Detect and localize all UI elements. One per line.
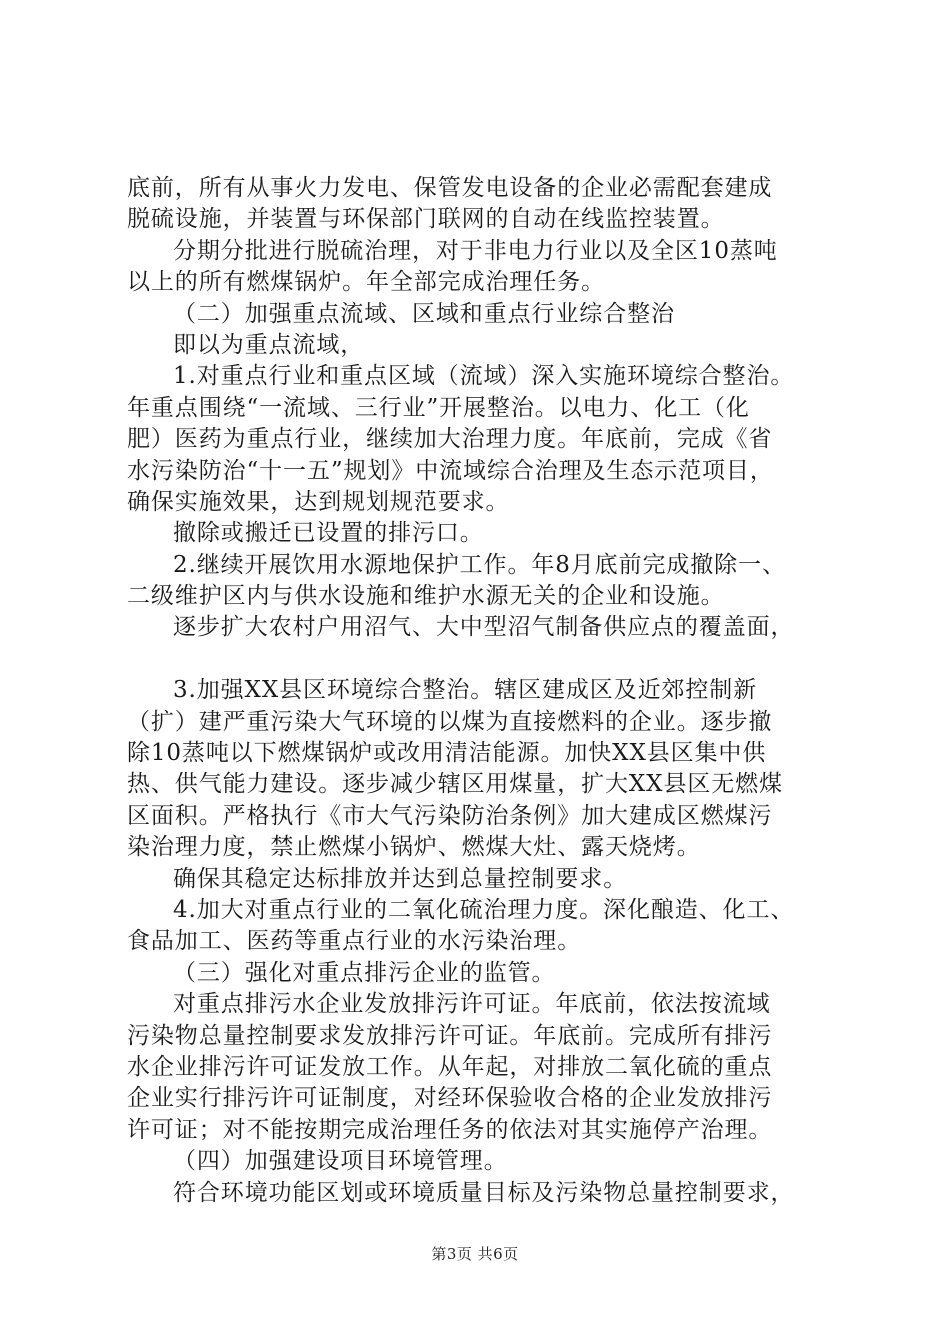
text-line: 食品加工、医药等重点行业的水污染治理。 xyxy=(127,928,582,955)
text-line: 除10蒸吨以下燃煤锅炉或改用清洁能源。加快XX县区集中供 xyxy=(127,740,767,767)
document-body xyxy=(127,173,843,1209)
text-line: 脱硫设施，并装置与环保部门联网的自动在线监控装置。 xyxy=(127,206,725,233)
text-line: 肥）医药为重点行业，继续加大治理力度。年底前，完成《省 xyxy=(127,426,773,453)
paragraph-start: 分期分批进行脱硫治理，对于非电力行业以及全区10蒸吨 xyxy=(173,237,778,264)
text-line: 底前，所有从事火力发电、保管发电设备的企业必需配套建成 xyxy=(127,175,773,201)
text-line: 以上的所有燃煤锅炉。年全部完成治理任务。 xyxy=(127,269,605,296)
text-line: 年重点围绕“一流域、三行业”开展整治。以电力、化工（化 xyxy=(127,394,750,421)
text-line: 热、供气能力建设。逐步减少辖区用煤量，扩大XX县区无燃煤 xyxy=(127,771,783,798)
page-number-footer: 第3页 共6页 xyxy=(431,1245,519,1263)
text-line: 污染物总量控制要求发放排污许可证。年底前。完成所有排污 xyxy=(127,1022,773,1049)
paragraph-start: 1.对重点行业和重点区域（流域）深入实施环境综合整治。 xyxy=(173,363,795,390)
text-line: （扩）建严重污染大气环境的以煤为直接燃料的企业。逐步撤 xyxy=(127,708,773,735)
paragraph-start: 即以为重点流域， xyxy=(173,331,365,358)
paragraph-start: 3.加强XX县区环境综合整治。辖区建成区及近郊控制新 xyxy=(173,677,758,704)
section-heading: （三）强化对重点排污企业的监管。 xyxy=(173,959,556,986)
text-line: 区面积。严格执行《市大气污染防治条例》加大建成区燃煤污 xyxy=(127,802,773,829)
paragraph-start: 对重点排污水企业发放排污许可证。年底前，依法按流域 xyxy=(173,991,771,1018)
text-line: 企业实行排污许可证制度，对经环保验收合格的企业发放排污 xyxy=(127,1085,773,1112)
paragraph-start: 符合环境功能区划或环境质量目标及污染物总量控制要求， xyxy=(173,1179,795,1206)
paragraph-start: 确保其稳定达标排放并达到总量控制要求。 xyxy=(173,865,628,892)
text-line: 确保实施效果，达到规划规范要求。 xyxy=(127,488,510,515)
paragraph-start: 4.加大对重点行业的二氧化硫治理力度。深化酿造、化工、 xyxy=(173,896,795,923)
text-line: 水污染防治“十一五”规划》中流域综合治理及生态示范项目， xyxy=(127,457,774,484)
paragraph-start: 2.继续开展饮用水源地保护工作。年8月底前完成撤除一、 xyxy=(173,551,786,578)
paragraph-start: 逐步扩大农村户用沼气、大中型沼气制备供应点的覆盖面， xyxy=(173,614,795,641)
blank-line xyxy=(127,644,843,675)
section-heading: （四）加强建设项目环境管理。 xyxy=(173,1148,508,1175)
text-line: 二级维护区内与供水设施和维护水源无关的企业和设施。 xyxy=(127,583,725,610)
paragraph-start: 撤除或搬迁已设置的排污口。 xyxy=(173,520,484,547)
text-line: 染治理力度，禁止燃煤小锅炉、燃煤大灶、露天烧烤。 xyxy=(127,834,701,861)
text-line: 水企业排污许可证发放工作。从年起，对排放二氧化硫的重点 xyxy=(127,1053,773,1080)
section-heading: （二）加强重点流域、区域和重点行业综合整治 xyxy=(173,300,675,327)
text-line: 许可证；对不能按期完成治理任务的依法对其实施停产治理。 xyxy=(127,1116,773,1143)
